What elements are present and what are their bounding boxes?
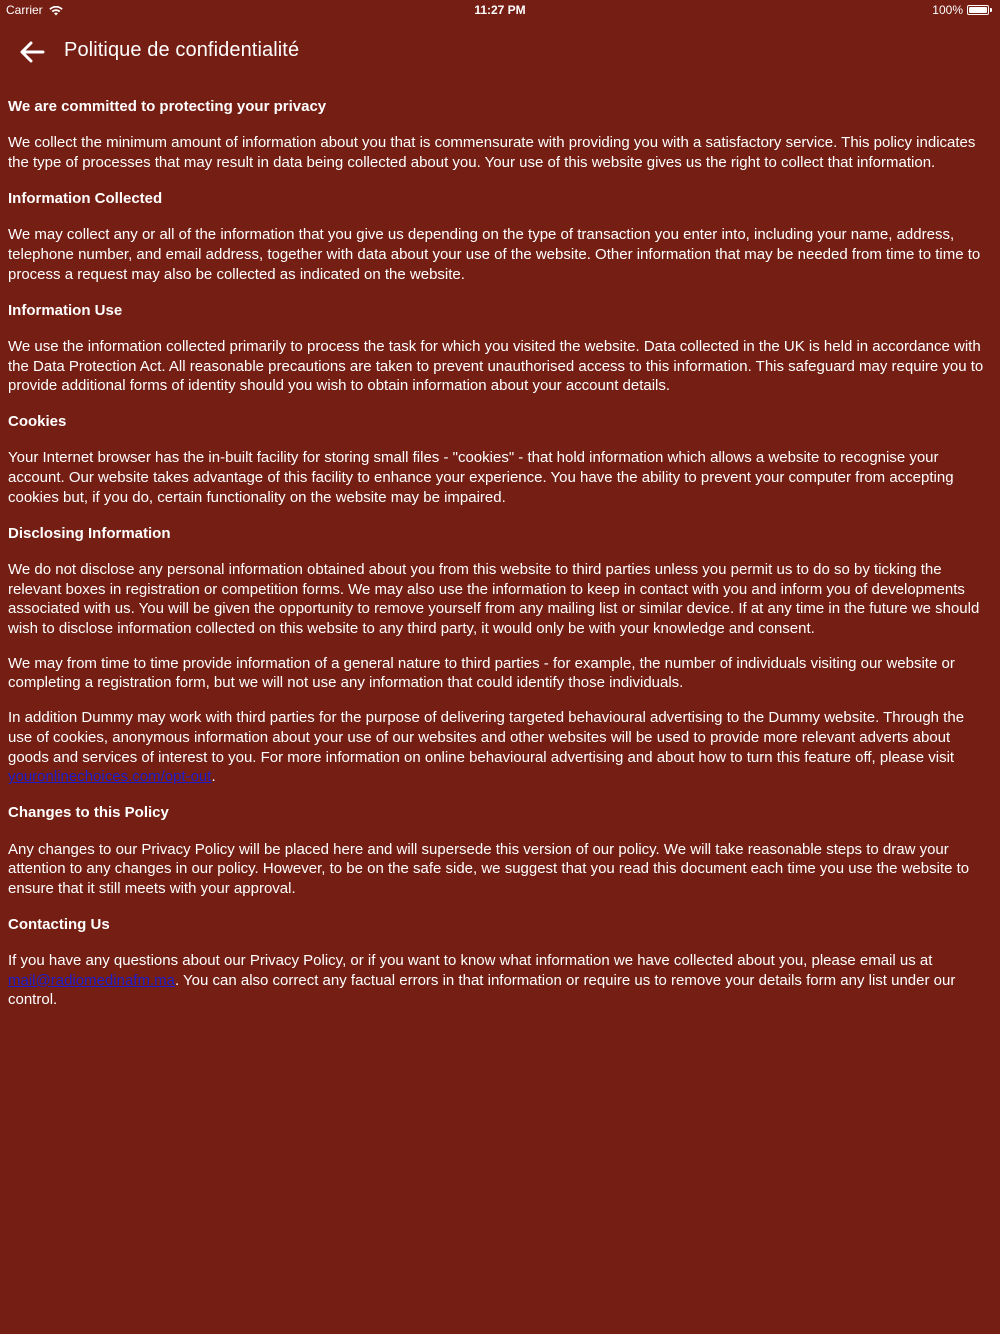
email-link[interactable]: mail@radiomedinafm.ma: [8, 971, 175, 989]
page-title: Politique de confidentialité: [64, 39, 300, 61]
paragraph-disclosing-information-1: We do not disclose any personal information obtained about you from this website to third parties unless you permit us to do so by ticking the relevant boxes in registration or competition forms. We may also use the information to keep in contact with you and inform you of developments associated with us. You will be given the opportunity to remove yourself from any mailing list or similar device. If at any time in the future we should wish to disclose information collected on this website to any third party, it would only be with your knowledge and consent.: [8, 561, 980, 637]
paragraph-text: . You can also correct any factual errors in that information or require us to remove your details form any list under our control.: [8, 971, 956, 1009]
paragraph-cookies: Your Internet browser has the in-built facility for storing small files - "cookies" - that hold information which allows a website to recognise your account. Our website takes advantage of this facility to enhance your experience. You have the ability to prevent your computer from accepting cookies but, if you do, certain functionality on the website may be impaired.: [8, 449, 954, 506]
paragraph-text: .: [211, 768, 216, 786]
back-button[interactable]: [14, 35, 50, 69]
section-heading-cookies: Cookies: [8, 413, 67, 431]
section-heading-privacy-commitment: We are committed to protecting your privacy: [8, 98, 327, 115]
section-heading-information-collected: Information Collected: [8, 189, 163, 207]
section-heading-information-use: Information Use: [8, 301, 123, 319]
battery-percentage: 100%: [932, 3, 963, 17]
carrier-label: Carrier: [6, 3, 43, 17]
paragraph-changes-to-policy: Any changes to our Privacy Policy will be placed here and will supersede this version of our policy. We will take reasonable steps to draw your attention to any changes in our policy. However, to be on the safe side, we suggest that you read this document each time you use the website to ensure that it still meets with your approval.: [8, 840, 970, 897]
status-time: 11:27 PM: [474, 3, 526, 17]
paragraph-contacting-us: [8, 951, 992, 1010]
paragraph-text: If you have any questions about our Privacy Policy, or if you want to know what information we have collected about you, please email us at: [8, 952, 933, 970]
back-arrow-icon: [19, 40, 45, 64]
section-heading-disclosing-information: Disclosing Information: [8, 524, 171, 542]
battery-cap: [990, 8, 992, 12]
status-battery: [932, 3, 992, 17]
section-heading-changes-to-policy: Changes to this Policy: [8, 804, 169, 822]
section-heading-contacting-us: Contacting Us: [8, 915, 110, 933]
status-bar: [0, 0, 1000, 20]
paragraph-information-collected: We may collect any or all of the information that you give us depending on the type of transaction you enter into, including your name, address, telephone number, and email address, together with data about your use of the website. Other information that may be needed from time to time to process a request may also be collected as indicated on the website.: [8, 226, 981, 283]
paragraph-information-use: We use the information collected primarily to process the task for which you visited the website. Data collected in the UK is held in accordance with the Data Protection Act. All reasonable precautions are taken to prevent unauthorised access to this information. This safeguard may require you to provide additional forms of identity should you wish to obtain information about your account details.: [8, 337, 984, 395]
opt-out-link[interactable]: youronlinechoices.com/opt-out: [8, 768, 212, 786]
paragraph-privacy-commitment: We collect the minimum amount of information about you that is commensurate with providing you with a satisfactory service. This policy indicates the type of processes that may result in data being collected about you. Your use of this website gives us the right to collect that information.: [8, 134, 976, 171]
paragraph-behavioural-advertising: [8, 708, 992, 786]
privacy-policy-content: [8, 96, 992, 1025]
paragraph-text: In addition Dummy may work with third parties for the purpose of delivering targeted behavioural advertising to the Dummy website. Through the use of cookies, anonymous information about your use of our websites and other websites will be used to provide more relevant adverts about goods and services of interest to you. For more information on online behavioural advertising and about how to turn this feature off, please visit: [8, 709, 965, 766]
paragraph-disclosing-information-2: We may from time to time provide information of a general nature to third parties - for example, the number of individuals visiting our website or completing a registration form, but we will not use any information that could identify those individuals.: [8, 654, 955, 692]
navigation-bar: [0, 20, 1000, 84]
battery-icon: [967, 5, 989, 15]
